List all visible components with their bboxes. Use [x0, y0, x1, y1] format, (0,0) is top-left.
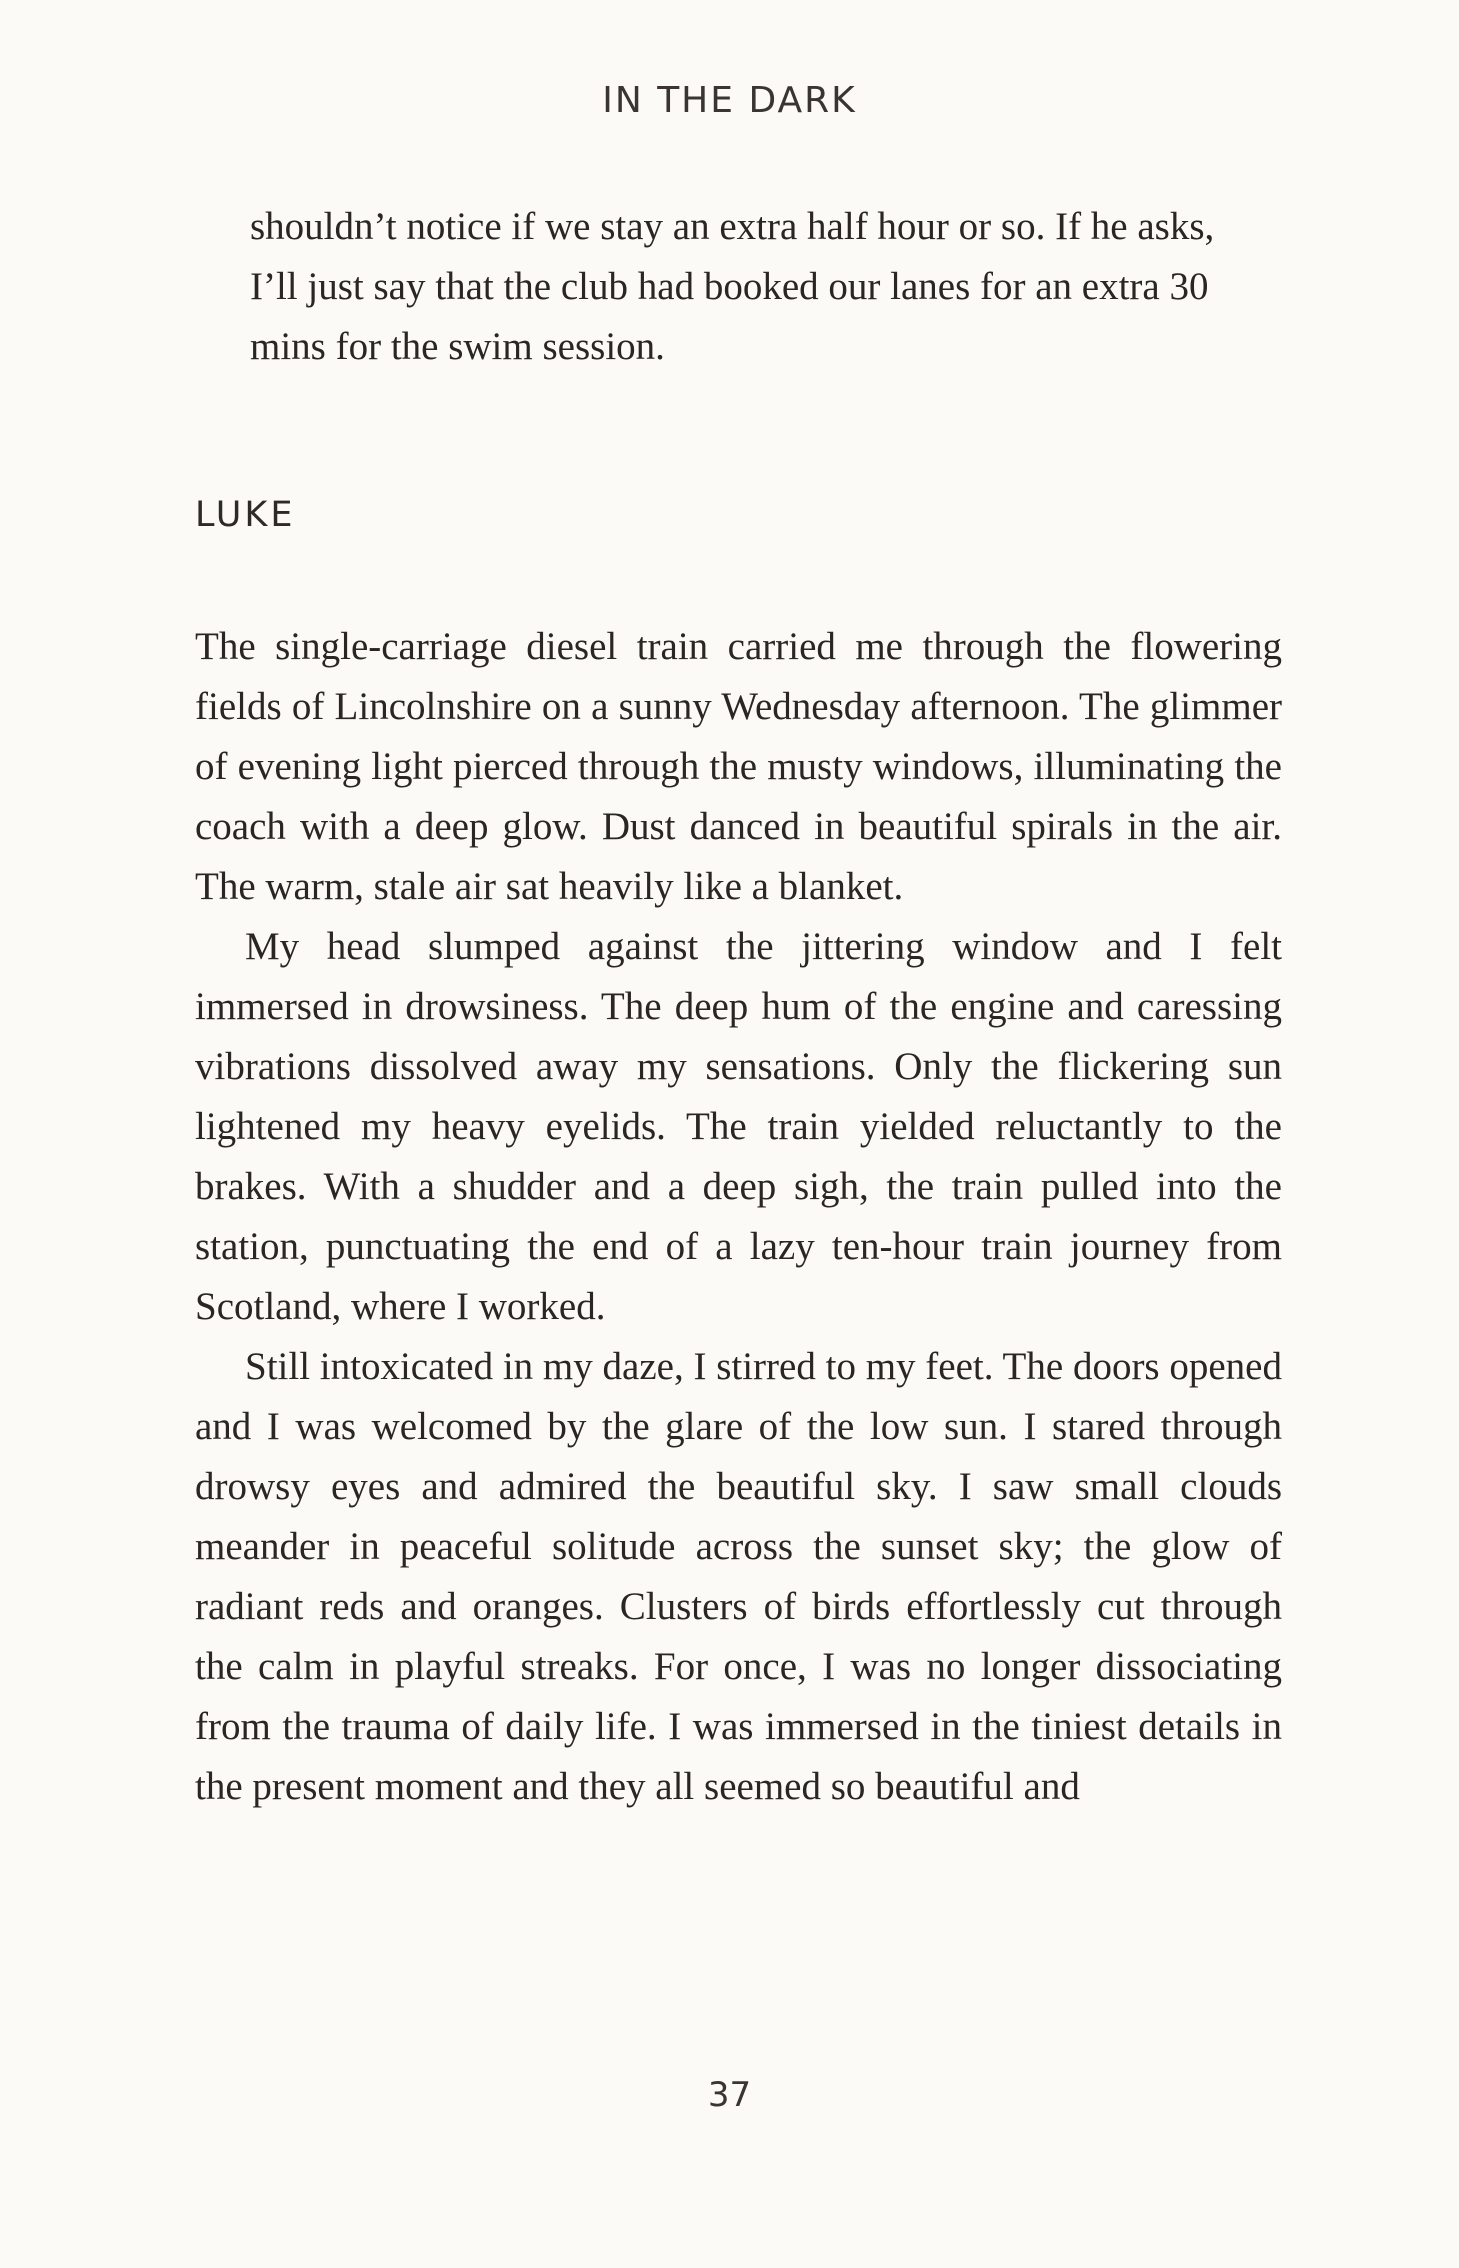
carryover-text [250, 197, 1250, 377]
carryover-paragraph: shouldn’t notice if we stay an extra half hour or so. If he asks, I’ll just say that the club had booked our lanes for an extra 30 mins for the swim session. [250, 205, 1215, 368]
section-body [195, 617, 1282, 1817]
paragraph-1: The single-carriage diesel train carried me through the flowering fields of Lincolnshire on a sunny Wednesday afternoon. The glimmer of evening light pierced through the musty windows, illuminating the coach with a deep glow. Dust danced in beautiful spirals in the air. The warm, stale air sat heavily like a blanket. [195, 625, 1282, 908]
paragraph-2: My head slumped against the jittering window and I felt immersed in drowsiness. The deep hum of the engine and caressing vibrations dissolved away my sensations. Only the flickering sun lightened my heavy eyelids. The train yielded reluctantly to the brakes. With a shudder and a deep sigh, the train pulled into the station, punctuating the end of a lazy ten-hour train journey from Scotland, where I worked. [195, 925, 1282, 1328]
paragraph-3: Still intoxicated in my daze, I stirred to my feet. The doors opened and I was welcomed by the glare of the low sun. I stared through drowsy eyes and admired the beautiful sky. I saw small clouds meander in peaceful solitude across the sunset sky; the glow of radiant reds and oranges. Clusters of birds effortlessly cut through the calm in playful streaks. For once, I was no longer dissociating from the trauma of daily life. I was immersed in the tiniest details in the present moment and they all seemed so beautiful and [195, 1345, 1282, 1808]
page-number: 37 [707, 2075, 752, 2115]
section-heading: LUKE [195, 495, 296, 535]
running-header: IN THE DARK [602, 80, 857, 121]
